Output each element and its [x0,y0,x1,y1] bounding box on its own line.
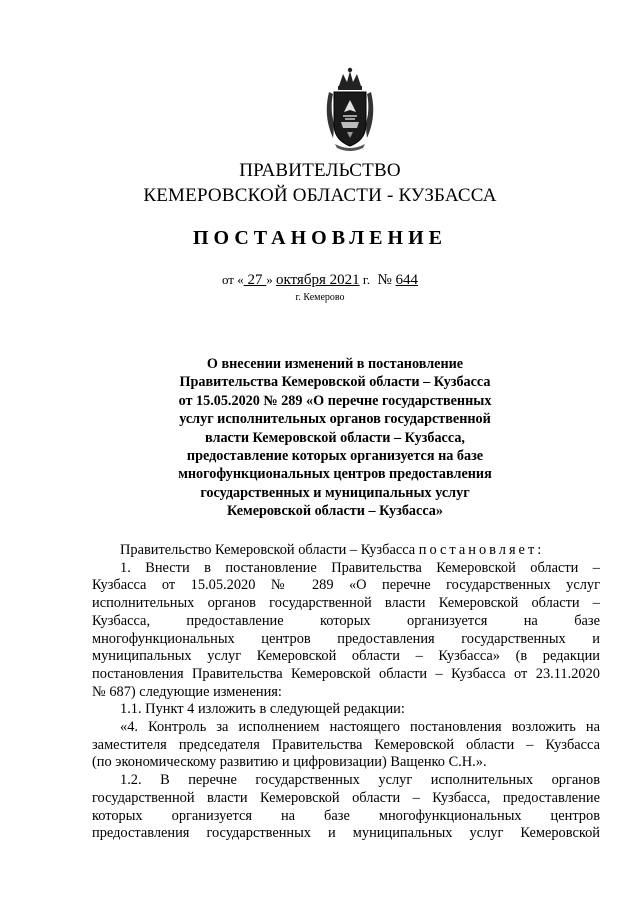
coat-of-arms-emblem [321,66,379,152]
body-line: государственной власти Кемеровской области – Кузбасса, предоставление [92,789,600,806]
heading-line: предоставление которых организуется на базе [186,448,484,465]
number-prefix: № [369,272,396,288]
heading-line: власти Кемеровской области – Кузбасса, [205,429,465,446]
body-line: «4. Контроль за исполнением настоящего постановления возложить на [120,719,600,736]
body-line: которых организуется на базе многофункциональных центров [92,807,600,824]
body-line: постановления Правительства Кемеровской области – Кузбасса от 23.11.2020 [92,665,600,682]
document-body [92,542,600,843]
body-line: (по экономическому развитию и цифровизации) Ващенко С.Н.». [92,754,487,771]
body-line: предоставления государственных и муниципальных услуг Кемеровской [92,825,600,842]
intro-paragraph [92,542,600,560]
heading-line: Правительства Кемеровской области – Кузбасса [179,374,491,391]
document-type-title: ПОСТАНОВЛЕНИЕ [193,227,447,249]
heading-line: О внесении изменений в постановление [206,356,464,372]
body-line: № 687) следующие изменения: [92,683,282,700]
body-line: Кузбасса, предоставление которых организуется на базе [92,612,600,629]
heading-line: от 15.05.2020 № 289 «О перечне государственных [178,392,492,409]
date-mid: » [266,272,276,287]
government-name-line2: КЕМЕРОВСКОЙ ОБЛАСТИ - КУЗБАССА [143,185,497,206]
body-line: заместителя председателя Правительства Кемеровской области – Кузбасса [92,736,600,753]
heading-line: государственных и муниципальных услуг [200,484,470,501]
date-day: 27 [243,272,267,288]
heading-line: многофункциональных центров предоставления [178,466,492,483]
body-line: Кузбасса от 15.05.2020 № 289 «О перечне государственных услуг [92,577,600,594]
document-heading [160,355,510,521]
body-line: 1.1. Пункт 4 изложить в следующей редакции: [120,701,405,718]
heading-line: Кемеровской области – Кузбасса» [227,503,443,520]
document-number: 644 [395,272,419,288]
intro-decree-word: постановляет: [418,542,545,558]
date-year-suffix: г. [359,272,370,287]
body-line: исполнительных органов государственной власти Кемеровской области – [92,595,600,612]
body-line: многофункциональных центров предоставления государственных и [92,630,600,647]
body-line: 1. Внести в постановление Правительства Кемеровской области – [120,559,600,576]
body-line: 1.2. В перечне государственных услуг исполнительных органов [120,772,600,789]
government-name-line1: ПРАВИТЕЛЬСТВО [239,160,401,181]
date-month-year: октября 2021 [275,272,360,288]
heading-line: услуг исполнительных органов государственной [179,411,491,428]
intro-text: Правительство Кемеровской области – Кузбасса [120,542,419,558]
body-line: муниципальных услуг Кемеровской области – Кузбасса» (в редакции [92,648,600,665]
city-name: г. Кемерово [295,292,345,303]
date-prefix: от « [221,272,244,287]
date-number-line [0,272,640,289]
